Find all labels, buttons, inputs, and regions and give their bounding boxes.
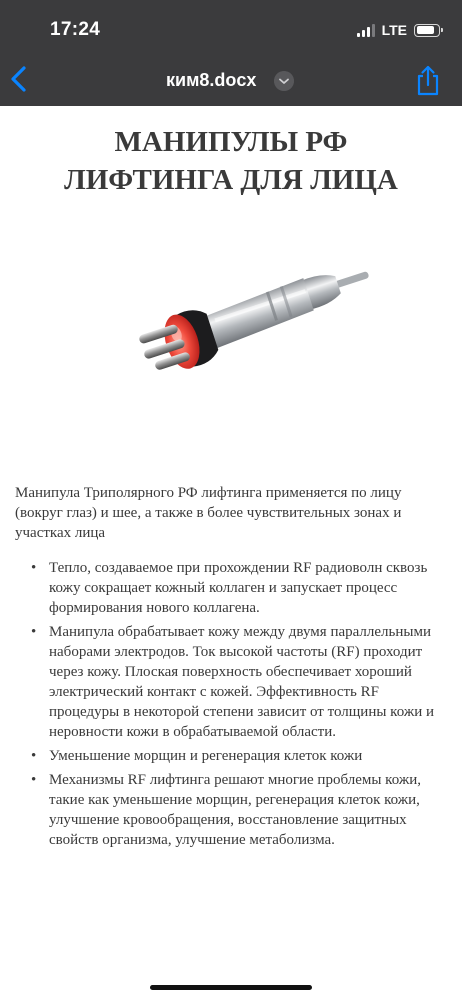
list-item <box>30 622 435 742</box>
list-item-text: Тепло, создаваемое при прохождении RF радиоволн сквозь кожу сокращает кожный коллаген и запускает процесс формирования нового коллагена. <box>49 560 428 616</box>
heading-line: МАНИПУЛЫ РФ <box>114 126 348 158</box>
bullet-icon: • <box>31 624 37 640</box>
bullet-list <box>30 558 435 854</box>
bullet-icon: • <box>31 748 37 764</box>
list-item-text: Уменьшение морщин и регенерация клеток кожи <box>49 748 363 764</box>
document-title[interactable]: ким8.docx <box>166 70 257 90</box>
bullet-icon: • <box>31 772 37 788</box>
top-bar <box>0 0 462 106</box>
list-item <box>30 558 435 618</box>
document-heading <box>0 124 462 199</box>
heading-line: ЛИФТИНГА ДЛЯ ЛИЦА <box>64 163 398 196</box>
battery-icon <box>414 24 440 37</box>
home-indicator[interactable] <box>150 985 312 990</box>
rf-lifting-handpiece-image <box>100 256 370 386</box>
list-item <box>30 746 435 766</box>
network-type: LTE <box>381 22 407 38</box>
document-page <box>0 106 462 999</box>
cellular-signal-icon <box>357 24 375 37</box>
bullet-icon: • <box>31 560 37 576</box>
status-time: 17:24 <box>50 19 101 40</box>
list-item <box>30 770 435 850</box>
status-indicators <box>357 22 440 38</box>
chevron-left-icon[interactable] <box>6 64 32 94</box>
share-icon[interactable] <box>414 64 442 96</box>
intro-paragraph: Манипула Триполярного РФ лифтинга применяется по лицу (вокруг глаз) и шее, а также в более чувствительных зонах и участках лица <box>15 485 402 541</box>
chevron-down-icon[interactable] <box>274 71 294 91</box>
list-item-text: Механизмы RF лифтинга решают многие проблемы кожи, такие как уменьшение морщин, регенерация клеток кожи, улучшение кровообращения, восстановление защитных свойств организма, улучшение метаболизма. <box>49 772 421 848</box>
list-item-text: Манипула обрабатывает кожу между двумя параллельными наборами электродов. Ток высокой частоты (RF) проходит через кожу. Плоская поверхность обеспечивает хороший электрический контакт с кожей. Эффективность RF процедуры в некоторой степени зависит от толщины кожи и неровности кожи в обрабатываемой области. <box>49 624 435 740</box>
